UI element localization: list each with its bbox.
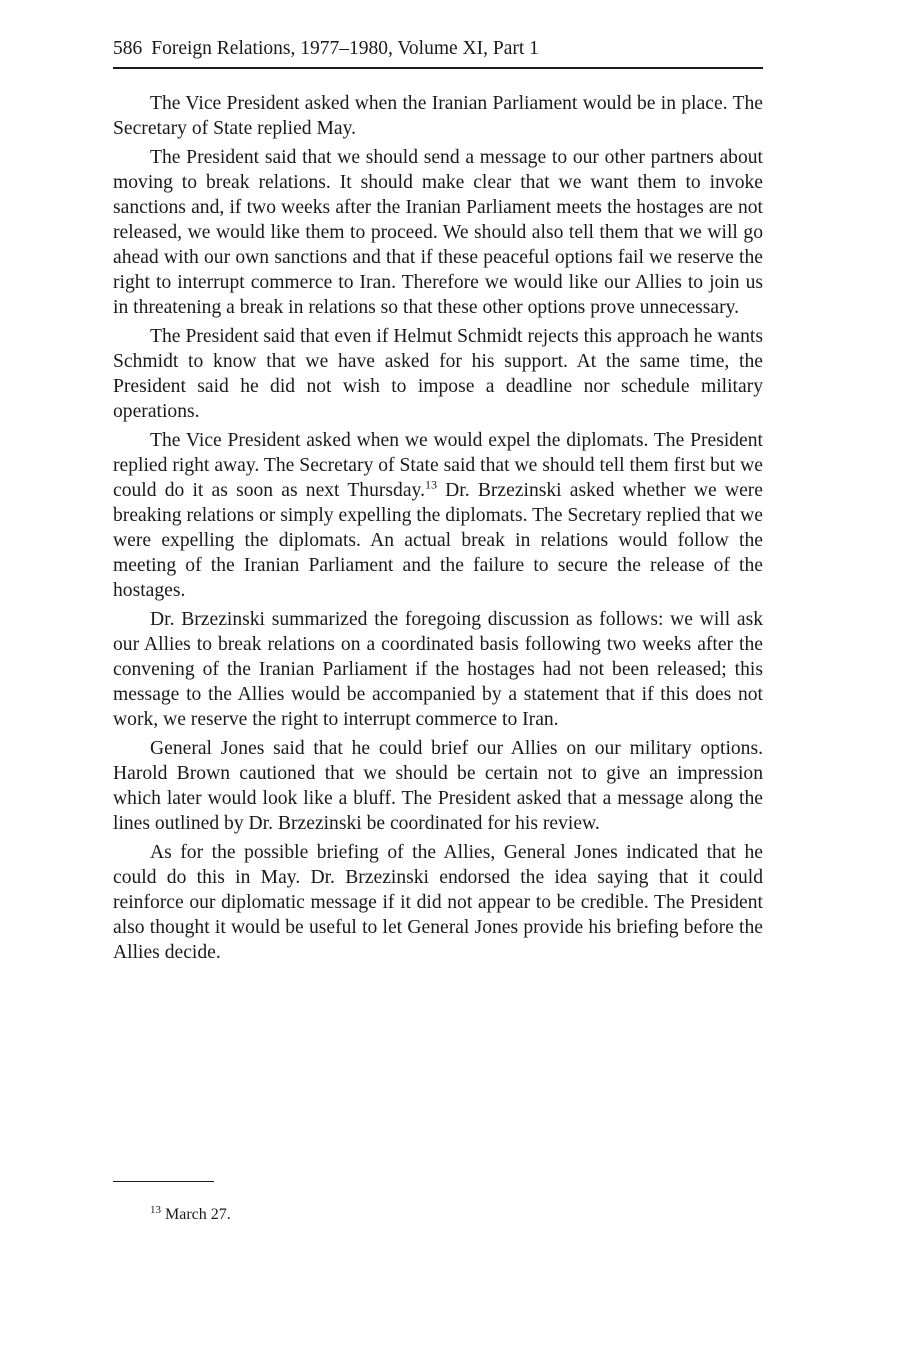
footnote-divider	[113, 1181, 214, 1182]
paragraph-text: The Vice President asked when we would expel the diplomats. The President replied right away. The Secretary of State said that we should tell them first but we could do it as soon as next Thursday.	[113, 430, 763, 501]
paragraph-text: Dr. Brzezinski asked whether we were breaking relations or simply expelling the diplomats. The Secretary replied that we were expelling the diplomats. An actual break in relations would follow the meeting of the Iranian Parliament and the failure to secure the release of the hostages.	[113, 480, 763, 601]
page-number: 586	[113, 38, 143, 59]
paragraph: The President said that we should send a message to our other partners about moving to break relations. It should make clear that we want them to invoke sanctions and, if two weeks after the Iranian Parliament meets the hostages are not released, we would like them to proceed. We should also tell them that we will go ahead with our own sanctions and that if these peaceful options fail we reserve the right to interrupt commerce to Iran. Therefore we would like our Allies to join us in threatening a break in relations so that these other options prove unnecessary.	[113, 147, 763, 318]
footnote-reference[interactable]: 13	[424, 477, 437, 492]
footnote	[150, 1204, 231, 1226]
paragraph: Dr. Brzezinski summarized the foregoing discussion as follows: we will ask our Allies to break relations on a coordinated basis following two weeks after the convening of the Iranian Parliament if the hostages had not been released; this message to the Allies would be accompanied by a statement that if this does not work, we reserve the right to interrupt commerce to Iran.	[113, 609, 763, 730]
paragraph: The Vice President asked when the Iranian Parliament would be in place. The Secretary of State replied May.	[113, 93, 763, 139]
paragraph	[113, 428, 763, 603]
paragraph: General Jones said that he could brief our Allies on our military options. Harold Brown cautioned that we should be certain not to give an impression which later would look like a bluff. The President asked that a message along the lines outlined by Dr. Brzezinski be coordinated for his review.	[113, 738, 763, 834]
footnote-mark: 13	[150, 1203, 161, 1216]
footnote-text: March 27.	[165, 1206, 231, 1223]
paragraph: As for the possible briefing of the Allies, General Jones indicated that he could do this in May. Dr. Brzezinski endorsed the idea saying that it could reinforce our diplomatic message if it did not appear to be credible. The President also thought it would be useful to let General Jones provide his briefing before the Allies decide.	[113, 842, 763, 963]
page-content	[113, 36, 763, 1223]
volume-title: Foreign Relations, 1977–1980, Volume XI, Part 1	[151, 38, 539, 59]
running-head	[113, 36, 763, 69]
paragraph: The President said that even if Helmut Schmidt rejects this approach he wants Schmidt to know that we have asked for his support. At the same time, the President said he did not wish to impose a deadline nor schedule military operations.	[113, 326, 763, 422]
body-text	[113, 91, 763, 965]
